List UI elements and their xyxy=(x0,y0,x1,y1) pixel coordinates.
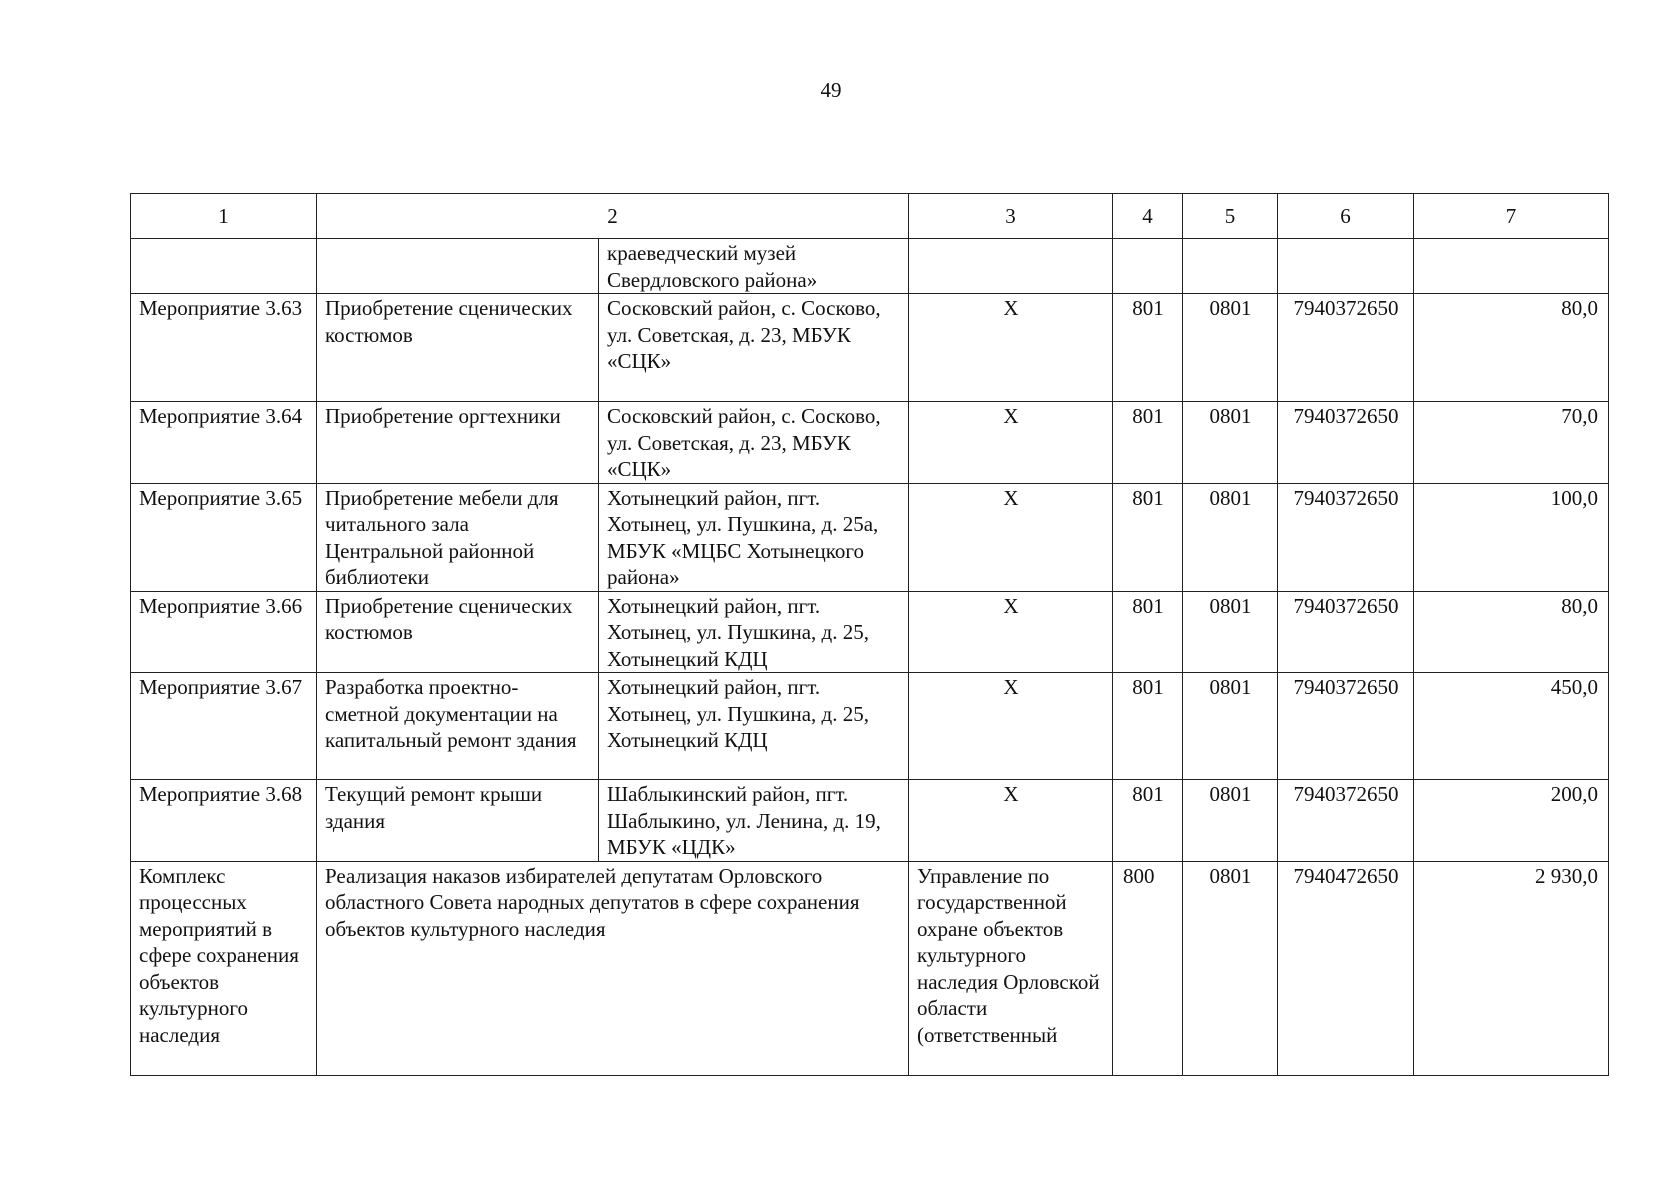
measure-code-5: 0801 xyxy=(1183,402,1278,484)
measure-name: Мероприятие 3.66 xyxy=(131,591,317,673)
complex-responsible: Управление по государственной охране объектов культурного наследия Орловской области (ответственный xyxy=(909,861,1113,1075)
measure-code-6: 7940372650 xyxy=(1278,673,1414,780)
measure-name: Мероприятие 3.65 xyxy=(131,483,317,591)
measure-code-5: 0801 xyxy=(1183,673,1278,780)
measure-description: Разработка проектно-сметной документации на капитальный ремонт здания xyxy=(317,673,599,780)
complex-code-5: 0801 xyxy=(1183,861,1278,1075)
measure-code-6: 7940372650 xyxy=(1278,294,1414,402)
measure-amount: 80,0 xyxy=(1414,591,1609,673)
cell-empty xyxy=(1278,239,1414,294)
measure-description: Приобретение мебели для читального зала Центральной районной библиотеки xyxy=(317,483,599,591)
header-cell-1: 1 xyxy=(131,194,317,239)
measure-address: Хотынецкий район, пгт. Хотынец, ул. Пушкина, д. 25, Хотынецкий КДЦ xyxy=(599,591,909,673)
complex-name: Комплекс процессных мероприятий в сфере сохранения объектов культурного наследия xyxy=(131,861,317,1075)
measure-code-6: 7940372650 xyxy=(1278,780,1414,862)
measure-amount: 70,0 xyxy=(1414,402,1609,484)
page-number: 49 xyxy=(820,78,842,102)
measure-amount: 200,0 xyxy=(1414,780,1609,862)
header-row xyxy=(131,194,1609,239)
cell-empty xyxy=(317,239,599,294)
continuation-row xyxy=(131,239,1609,294)
measure-code-6: 7940372650 xyxy=(1278,591,1414,673)
measure-code-4: 801 xyxy=(1113,673,1183,780)
header-cell-7: 7 xyxy=(1414,194,1609,239)
measure-code-4: 801 xyxy=(1113,780,1183,862)
measure-responsible: Х xyxy=(909,294,1113,402)
measure-name: Мероприятие 3.68 xyxy=(131,780,317,862)
measure-code-5: 0801 xyxy=(1183,483,1278,591)
header-cell-4: 4 xyxy=(1113,194,1183,239)
measure-amount: 100,0 xyxy=(1414,483,1609,591)
measure-address: Сосковский район, с. Сосково, ул. Советская, д. 23, МБУК «СЦК» xyxy=(599,402,909,484)
measure-code-4: 801 xyxy=(1113,402,1183,484)
cell-empty xyxy=(1414,239,1609,294)
measure-code-6: 7940372650 xyxy=(1278,402,1414,484)
measure-responsible: Х xyxy=(909,780,1113,862)
measure-amount: 450,0 xyxy=(1414,673,1609,780)
table-row xyxy=(131,591,1609,673)
measure-description: Приобретение сценических костюмов xyxy=(317,591,599,673)
complex-description: Реализация наказов избирателей депутатам Орловского областного Совета народных депутатов в сфере сохранения объектов культурного наследия xyxy=(317,861,909,1075)
table-row xyxy=(131,402,1609,484)
complex-row xyxy=(131,861,1609,1075)
measure-address: Сосковский район, с. Сосково, ул. Советская, д. 23, МБУК «СЦК» xyxy=(599,294,909,402)
cell-empty xyxy=(1113,239,1183,294)
measure-code-5: 0801 xyxy=(1183,294,1278,402)
cell-empty xyxy=(1183,239,1278,294)
header-cell-6: 6 xyxy=(1278,194,1414,239)
table-row xyxy=(131,483,1609,591)
budget-table xyxy=(130,193,1609,1076)
table-row xyxy=(131,780,1609,862)
header-cell-2: 2 xyxy=(317,194,909,239)
measure-name: Мероприятие 3.67 xyxy=(131,673,317,780)
measure-address: Шаблыкинский район, пгт. Шаблыкино, ул. Ленина, д. 19, МБУК «ЦДК» xyxy=(599,780,909,862)
measure-responsible: Х xyxy=(909,673,1113,780)
measure-responsible: Х xyxy=(909,483,1113,591)
complex-amount: 2 930,0 xyxy=(1414,861,1609,1075)
budget-table-wrapper xyxy=(130,193,1608,1076)
measure-address: Хотынецкий район, пгт. Хотынец, ул. Пушкина, д. 25, Хотынецкий КДЦ xyxy=(599,673,909,780)
measure-description: Текущий ремонт крыши здания xyxy=(317,780,599,862)
measure-responsible: Х xyxy=(909,402,1113,484)
cell-empty xyxy=(131,239,317,294)
complex-code-6: 7940472650 xyxy=(1278,861,1414,1075)
measure-code-4: 801 xyxy=(1113,483,1183,591)
cell-empty xyxy=(909,239,1113,294)
measure-code-5: 0801 xyxy=(1183,591,1278,673)
table-row xyxy=(131,673,1609,780)
complex-code-4: 800 xyxy=(1113,861,1183,1075)
measure-amount: 80,0 xyxy=(1414,294,1609,402)
header-cell-3: 3 xyxy=(909,194,1113,239)
measure-code-6: 7940372650 xyxy=(1278,483,1414,591)
measure-responsible: Х xyxy=(909,591,1113,673)
measure-address: Хотынецкий район, пгт. Хотынец, ул. Пушкина, д. 25а, МБУК «МЦБС Хотынецкого района» xyxy=(599,483,909,591)
measure-code-4: 801 xyxy=(1113,294,1183,402)
measure-code-5: 0801 xyxy=(1183,780,1278,862)
measure-name: Мероприятие 3.63 xyxy=(131,294,317,402)
measure-code-4: 801 xyxy=(1113,591,1183,673)
table-row xyxy=(131,294,1609,402)
continuation-address: краеведческий музей Свердловского района» xyxy=(599,239,909,294)
measure-name: Мероприятие 3.64 xyxy=(131,402,317,484)
header-cell-5: 5 xyxy=(1183,194,1278,239)
measure-description: Приобретение оргтехники xyxy=(317,402,599,484)
measure-description: Приобретение сценических костюмов xyxy=(317,294,599,402)
